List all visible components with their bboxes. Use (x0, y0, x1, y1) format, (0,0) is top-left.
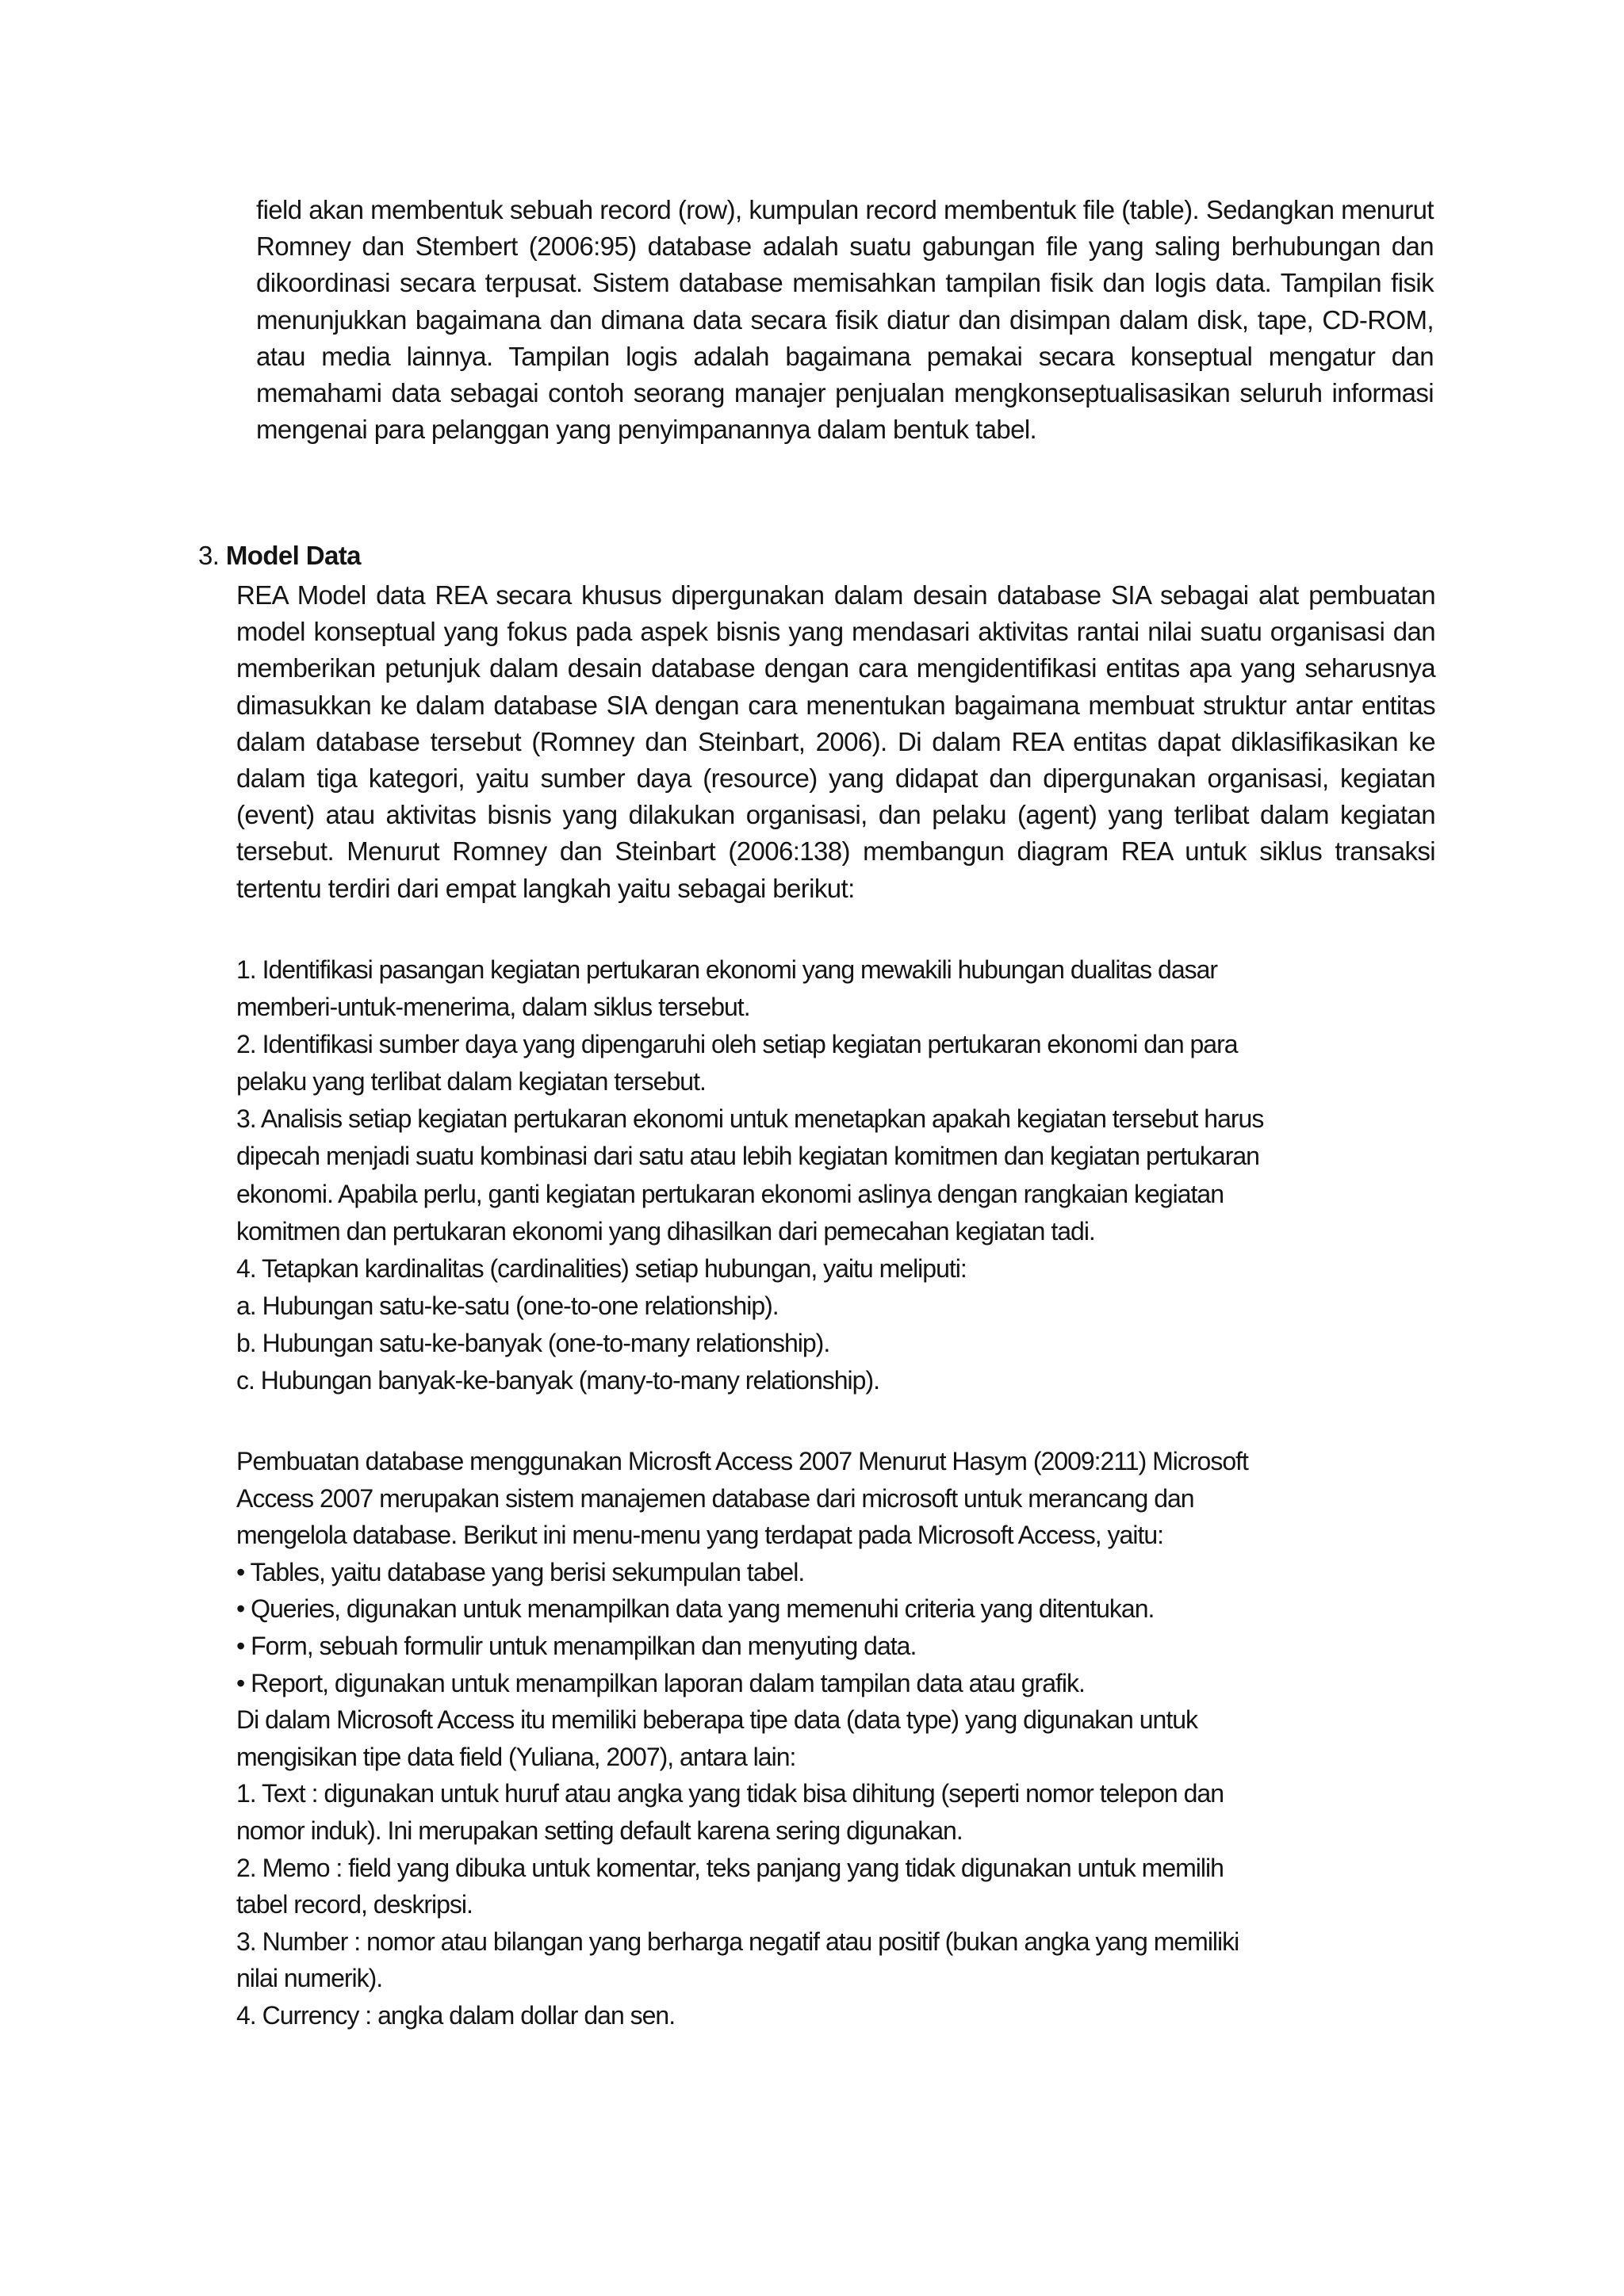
paragraph-line: yang didapat dan dipergunakan organisasi, kegiatan (event) atau aktivitas bisnis yang dilakukan (236, 763, 1435, 830)
paragraph-line: organisasi, dan pelaku (agent) yang terlibat dalam kegiatan tersebut. Menurut Romney dan (236, 800, 1435, 867)
section-heading (198, 538, 361, 574)
paragraph-line: Steinbart (2006:138) membangun diagram REA untuk siklus transaksi tertentu terdiri dari empat (236, 836, 1435, 903)
list-item: nilai numerik). (236, 1964, 383, 1993)
list-item: 1. Identifikasi pasangan kegiatan pertukaran ekonomi yang mewakili hubungan dualitas dasar (236, 955, 1218, 984)
list-item: • Tables, yaitu database yang berisi sekumpulan tabel. (236, 1557, 805, 1586)
list-item: memberi-untuk-menerima, dalam siklus tersebut. (236, 993, 750, 1022)
paragraph-line: pemakai secara konseptual mengatur dan memahami data sebagai contoh seorang manajer (256, 341, 1434, 408)
paragraph-line: penjualan mengkonseptualisasikan seluruh informasi mengenai para pelanggan yang (256, 378, 1434, 445)
list-item: komitmen dan pertukaran ekonomi yang dihasilkan dari pemecahan kegiatan tadi. (236, 1216, 1095, 1246)
text-line: mengisikan tipe data field (Yuliana, 2007), antara lain: (236, 1742, 796, 1771)
paragraph-line: bagaimana membuat struktur antar entitas dalam database tersebut (Romney dan Steinbart, 2006). (236, 690, 1435, 756)
list-item: tabel record, deskripsi. (236, 1890, 473, 1919)
paragraph-rea-model (236, 577, 1435, 907)
list-item: 1. Text : digunakan untuk huruf atau angka yang tidak bisa dihitung (seperti nomor telepon dan (236, 1779, 1224, 1808)
list-item: 4. Currency : angka dalam dollar dan sen. (236, 2000, 676, 2030)
list-item: dipecah menjadi suatu kombinasi dari satu atau lebih kegiatan komitmen dan kegiatan pertukaran (236, 1142, 1259, 1171)
rea-steps-list (236, 951, 1442, 1399)
list-item: a. Hubungan satu-ke-satu (one-to-one relationship). (236, 1291, 779, 1320)
paragraph-line: suatu organisasi dan memberikan petunjuk dalam desain database dengan cara mengidentifikasi (236, 617, 1436, 683)
text-line: Di dalam Microsoft Access itu memiliki beberapa tipe data (data type) yang digunakan untuk (236, 1705, 1198, 1735)
paragraph-line: menurut Romney dan Stembert (2006:95) database adalah suatu gabungan file yang saling (256, 195, 1434, 262)
list-item: • Report, digunakan untuk menampilkan laporan dalam tampilan data atau grafik. (236, 1668, 1085, 1697)
paragraph-line: logis data. Tampilan fisik menunjukkan bagaimana dan dimana data secara fisik diatur dan (256, 268, 1434, 335)
list-item: • Queries, digunakan untuk menampilkan data yang memenuhi criteria yang ditentukan. (236, 1594, 1155, 1624)
list-item: b. Hubungan satu-ke-banyak (one-to-many relationship). (236, 1328, 830, 1357)
section-number: 3. (198, 541, 220, 570)
paragraph-line: pembuatan model konseptual yang fokus pada aspek bisnis yang mendasari aktivitas rantai nilai (236, 580, 1435, 647)
list-item: • Form, sebuah formulir untuk menampilkan dan menyuting data. (236, 1631, 917, 1660)
paragraph-line: entitas apa yang seharusnya dimasukkan ke dalam database SIA dengan cara menentukan (236, 653, 1435, 720)
paragraph-line: penyimpanannya dalam bentuk tabel. (617, 415, 1037, 445)
text-line: mengelola database. Berikut ini menu-menu yang terdapat pada Microsoft Access, yaitu: (236, 1521, 1164, 1550)
list-item: 3. Number : nomor atau bilangan yang berharga negatif atau positif (bukan angka yang memiliki (236, 1927, 1239, 1956)
list-item: pelaku yang terlibat dalam kegiatan tersebut. (236, 1067, 706, 1096)
paragraph-line: REA Model data REA secara khusus dipergunakan dalam desain database SIA sebagai alat (236, 580, 1309, 610)
paragraph-line: field akan membentuk sebuah record (row), kumpulan record membentuk file (table). Sedangkan (256, 195, 1342, 224)
paragraph-line: berhubungan dan dikoordinasi secara terpusat. Sistem database memisahkan tampilan fisik dan (256, 232, 1434, 298)
text-line: Pembuatan database menggunakan Microsft Access 2007 Menurut Hasym (2009:211) Microsoft (236, 1447, 1248, 1475)
paragraph-line: disimpan dalam disk, tape, CD-ROM, atau media lainnya. Tampilan logis adalah bagaimana (256, 304, 1434, 371)
list-item: 2. Memo : field yang dibuka untuk komentar, teks panjang yang tidak digunakan untuk memilih (236, 1853, 1224, 1882)
paragraph-line: Di dalam REA entitas dapat diklasifikasikan ke dalam tiga kategori, yaitu sumber daya (resource) (236, 726, 1435, 794)
list-item: ekonomi. Apabila perlu, ganti kegiatan pertukaran ekonomi aslinya dengan rangkaian kegiatan (236, 1179, 1224, 1208)
list-item: 3. Analisis setiap kegiatan pertukaran ekonomi untuk menetapkan apakah kegiatan tersebut harus (236, 1104, 1264, 1134)
section-title: Model Data (225, 541, 361, 570)
paragraph-database-definition (256, 192, 1434, 448)
paragraph-line: langkah yaitu sebagai berikut: (523, 873, 855, 903)
list-item: 4. Tetapkan kardinalitas (cardinalities) setiap hubungan, yaitu meliputi: (236, 1253, 967, 1283)
access-section (236, 1443, 1442, 2034)
list-item: c. Hubungan banyak-ke-banyak (many-to-many relationship). (236, 1366, 879, 1395)
list-item: 2. Identifikasi sumber daya yang dipengaruhi oleh setiap kegiatan pertukaran ekonomi dan para (236, 1030, 1238, 1059)
text-line: Access 2007 merupakan sistem manajemen database dari microsoft untuk merancang dan (236, 1483, 1194, 1513)
list-item: nomor induk). Ini merupakan setting default karena sering digunakan. (236, 1816, 963, 1845)
